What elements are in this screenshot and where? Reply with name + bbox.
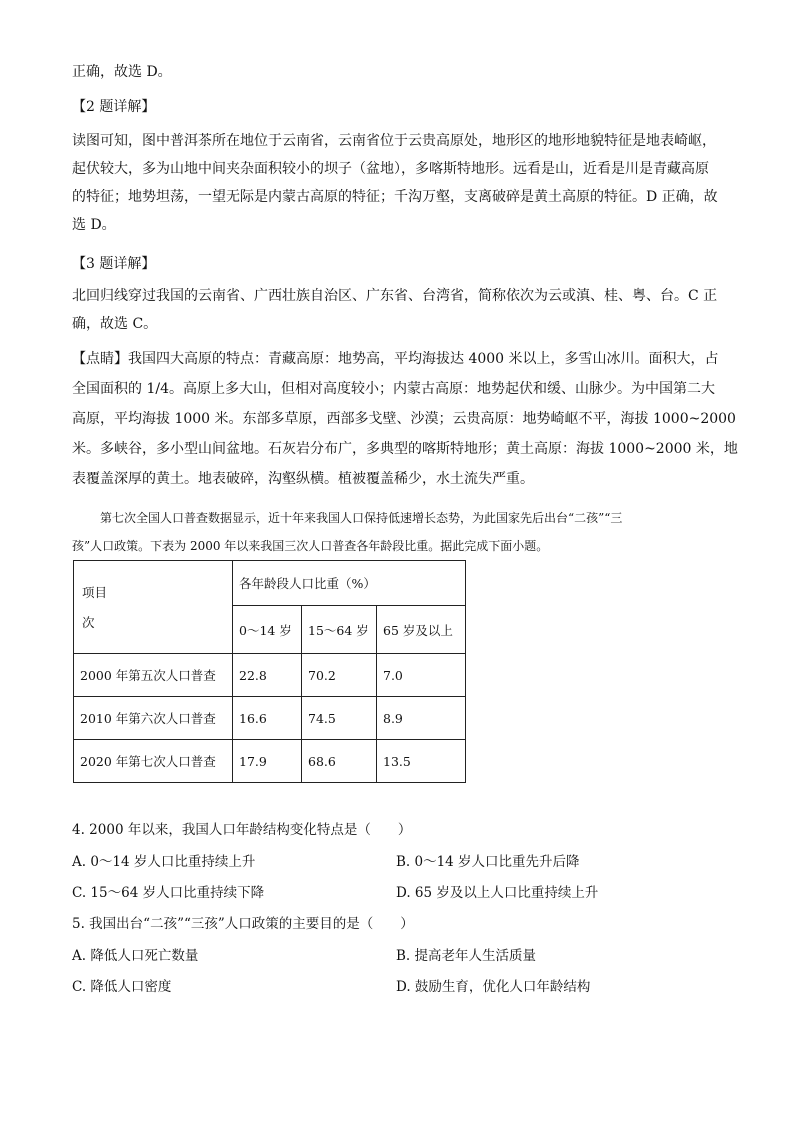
note-paragraph [72, 344, 738, 494]
text-line: 确，故选 C。 [72, 316, 158, 332]
text-line: 全国面积的 1/4。高原上多大山，但相对高度较小；内蒙古高原：地势起伏和缓、山脉少。为中国第二大 [72, 381, 715, 397]
q5-option-c[interactable]: C. 降低人口密度 [72, 979, 172, 995]
row-label: 2020 年第七次人口普查 [74, 740, 233, 783]
text-line: 北回归线穿过我国的云南省、广西壮族自治区、广东省、台湾省，简称依次为云或滇、桂、粤、台。C 正 [72, 288, 718, 304]
q2-heading [72, 97, 720, 117]
text-line: 正确，故选 D。 [72, 64, 172, 80]
row-label: 2000 年第五次人口普查 [74, 654, 233, 697]
answer-conclusion [72, 62, 720, 82]
table-cell: 7.0 [377, 654, 466, 697]
q4-stem: 4. 2000 年以来，我国人口年龄结构变化特点是（ ） [72, 822, 412, 838]
table-row [74, 697, 466, 740]
table-cell: 70.2 [302, 654, 377, 697]
group-header: 各年龄段人口比重（%） [233, 561, 466, 606]
table-cell: 74.5 [302, 697, 377, 740]
table-cell: 16.6 [233, 697, 302, 740]
section-heading: 【3 题详解】 [72, 256, 156, 272]
text-line: 选 D。 [72, 217, 116, 233]
q5-option-d[interactable]: D. 鼓励生育，优化人口年龄结构 [396, 979, 591, 995]
column-header: 0～14 岁 [233, 606, 302, 654]
q4-option-b[interactable]: B. 0～14 岁人口比重先升后降 [396, 854, 580, 870]
q2-explanation [72, 127, 720, 239]
text-line: 【点睛】我国四大高原的特点：青藏高原：地势高，平均海拔达 4000 米以上，多雪山冰川。面积大，占 [72, 351, 719, 367]
text-line: 第七次全国人口普查数据显示，近十年来我国人口保持低速增长态势，为此国家先后出台“二孩”“三 [100, 511, 623, 525]
q4-option-d[interactable]: D. 65 岁及以上人口比重持续上升 [396, 885, 599, 901]
material-paragraph [72, 504, 720, 560]
table-corner-cell [74, 561, 233, 654]
table-row [74, 654, 466, 697]
q4-option-a[interactable]: A. 0～14 岁人口比重持续上升 [72, 854, 256, 870]
text-line: 孩”人口政策。下表为 2000 年以来我国三次人口普查各年龄段比重。据此完成下面小题。 [72, 539, 549, 553]
text-line: 表覆盖深厚的黄土。地表破碎，沟壑纵横。植被覆盖稀少，水土流失严重。 [72, 471, 534, 487]
text-line: 高原，平均海拔 1000 米。东部多草原，西部多戈壁、沙漠；云贵高原：地势崎岖不平，海拔 1000~2000 [72, 411, 736, 427]
table-row [74, 740, 466, 783]
column-header: 65 岁及以上 [377, 606, 466, 654]
column-header: 15～64 岁 [302, 606, 377, 654]
q5-option-a[interactable]: A. 降低人口死亡数量 [72, 948, 199, 964]
table-cell: 22.8 [233, 654, 302, 697]
text-line: 起伏较大，多为山地中间夹杂面积较小的坝子（盆地），多喀斯特地形。远看是山，近看是川是青藏高原 [72, 161, 709, 177]
text-line: 米。多峡谷，多小型山间盆地。石灰岩分布广，多典型的喀斯特地形；黄土高原：海拔 1000~2000 米，地 [72, 441, 738, 457]
table-cell: 17.9 [233, 740, 302, 783]
population-table [73, 560, 466, 783]
table-cell: 8.9 [377, 697, 466, 740]
q3-explanation [72, 282, 720, 338]
q3-heading [72, 254, 720, 274]
row-label: 2010 年第六次人口普查 [74, 697, 233, 740]
q5-option-b[interactable]: B. 提高老年人生活质量 [396, 948, 537, 964]
q4-option-c[interactable]: C. 15～64 岁人口比重持续下降 [72, 885, 265, 901]
corner-top-label: 项目 [82, 585, 108, 600]
section-heading: 【2 题详解】 [72, 99, 156, 115]
text-line: 的特征；地势坦荡，一望无际是内蒙古高原的特征；千沟万壑，支离破碎是黄土高原的特征。D 正确，故 [72, 189, 718, 205]
table-cell: 13.5 [377, 740, 466, 783]
table-cell: 68.6 [302, 740, 377, 783]
text-line: 读图可知，图中普洱茶所在地位于云南省，云南省位于云贵高原处，地形区的地形地貌特征是地表崎岖， [72, 133, 716, 149]
q5-stem: 5. 我国出台“二孩”“三孩”人口政策的主要目的是（ ） [72, 916, 414, 932]
corner-bottom-label: 次 [82, 615, 95, 630]
